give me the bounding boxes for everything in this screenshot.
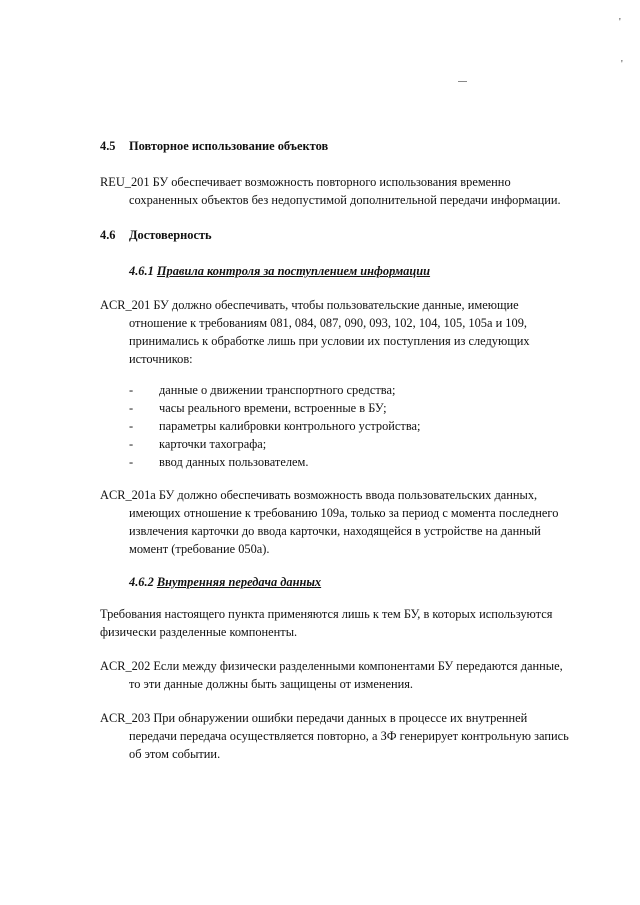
paragraph-line: REU_201 БУ обеспечивает возможность повторного использования временно xyxy=(100,175,511,189)
paragraph-line: имеющих отношение к требованию 109а, только за период с момента последнего xyxy=(129,506,559,520)
section-number: 4.5 xyxy=(100,139,116,153)
subsection-title: Правила контроля за поступлением информации xyxy=(156,264,431,278)
subsection-number: 4.6.1 xyxy=(129,264,154,278)
list-item-text: параметры калибровки контрольного устройства; xyxy=(159,419,421,433)
list-dash: - xyxy=(129,401,134,415)
list-dash: - xyxy=(129,419,134,433)
paragraph-line: сохраненных объектов без недопустимой дополнительной передачи информации. xyxy=(129,193,561,207)
scan-mark: ' xyxy=(619,17,621,28)
paragraph-line: ACR_203 При обнаружении ошибки передачи данных в процессе их внутренней xyxy=(100,711,528,725)
paragraph-line: отношение к требованиям 081, 084, 087, 090, 093, 102, 104, 105, 105а и 109, xyxy=(129,316,527,330)
section-title: Достоверность xyxy=(129,228,212,242)
scan-mark: ' xyxy=(621,59,623,70)
section-title: Повторное использование объектов xyxy=(129,139,329,153)
paragraph-line: Требования настоящего пункта применяются лишь к тем БУ, в которых используются xyxy=(100,607,553,621)
subsection-heading-4-6-1 xyxy=(129,262,430,280)
paragraph-line: ACR_202 Если между физически разделенными компонентами БУ передаются данные, xyxy=(100,659,563,673)
paragraph-line: об этом событии. xyxy=(129,747,221,761)
list-item-text: данные о движении транспортного средства; xyxy=(159,383,396,397)
paragraph-line: физически разделенные компоненты. xyxy=(100,625,298,639)
section-heading-4-6 xyxy=(100,226,212,244)
paragraph-line: принимались к обработке лишь при условии их поступления из следующих xyxy=(129,334,530,348)
list-dash: - xyxy=(129,455,134,469)
subsection-number: 4.6.2 xyxy=(129,575,154,589)
paragraph-line: ACR_201 БУ должно обеспечивать, чтобы пользовательские данные, имеющие xyxy=(100,298,519,312)
subsection-title: Внутренняя передача данных xyxy=(156,575,322,589)
list-dash: - xyxy=(129,437,134,451)
list-item-text: ввод данных пользователем. xyxy=(159,455,309,469)
paragraph-line: момент (требование 050а). xyxy=(129,542,270,556)
list-item-text: часы реального времени, встроенные в БУ; xyxy=(159,401,387,415)
section-heading-4-5 xyxy=(100,137,329,155)
paragraph-line: извлечения карточки до ввода карточки, находящейся в устройстве на данный xyxy=(129,524,541,538)
paragraph-line: передачи передача осуществляется повторно, а ЗФ генерирует контрольную запись xyxy=(129,729,569,743)
list-item-text: карточки тахографа; xyxy=(159,437,267,451)
scan-line xyxy=(458,81,467,82)
paragraph-line: то эти данные должны быть защищены от изменения. xyxy=(129,677,414,691)
list-dash: - xyxy=(129,383,134,397)
section-number: 4.6 xyxy=(100,228,116,242)
subsection-heading-4-6-2 xyxy=(129,573,321,591)
paragraph-line: ACR_201a БУ должно обеспечивать возможность ввода пользовательских данных, xyxy=(100,488,538,502)
paragraph-line: источников: xyxy=(129,352,193,366)
